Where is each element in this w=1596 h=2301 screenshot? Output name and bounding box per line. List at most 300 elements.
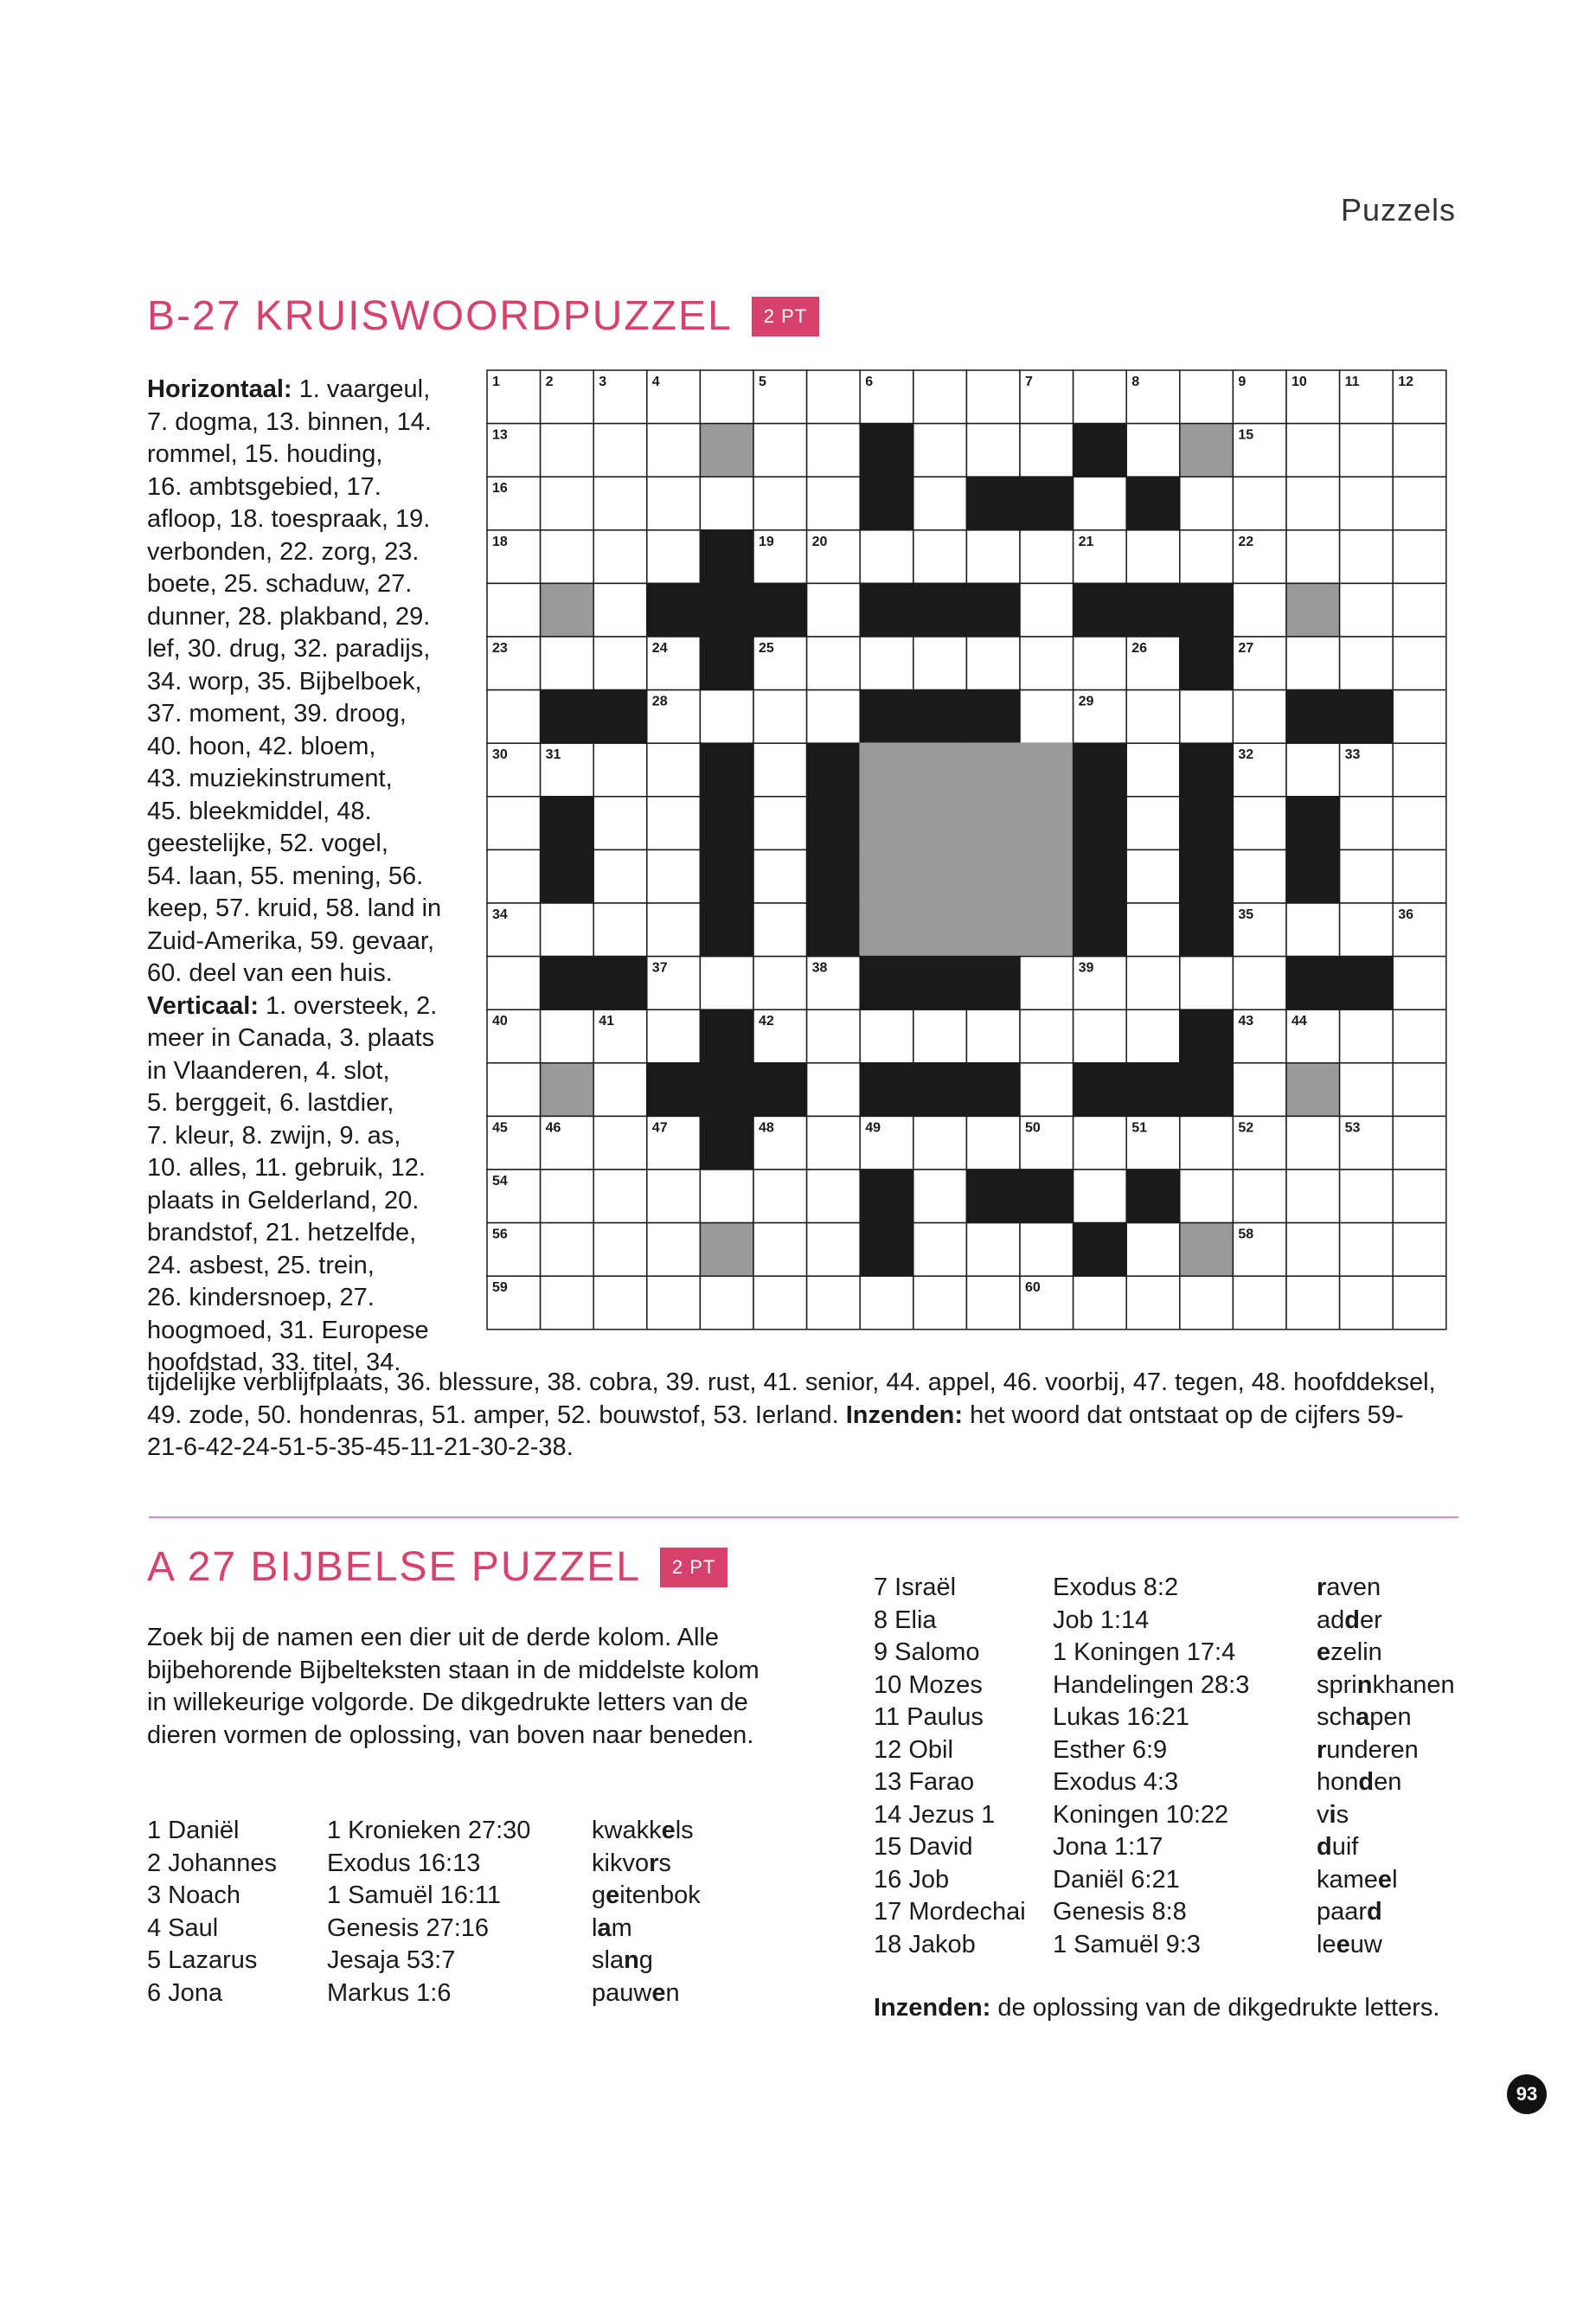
- grid-cell: [1020, 1009, 1074, 1063]
- cell-number: 6: [865, 375, 874, 389]
- grid-cell-black: [1074, 1223, 1127, 1277]
- animal-item: [1317, 1702, 1455, 1734]
- clue-text: afloop, 18. toespraak, 19.: [147, 505, 431, 533]
- cell-number: 3: [599, 375, 607, 389]
- name-item: 6 Jona: [147, 1978, 223, 2007]
- grid-cell: [1126, 797, 1180, 850]
- grid-cell: [913, 1223, 967, 1277]
- cell-number: 37: [651, 960, 668, 976]
- grid-cell-black: [1340, 957, 1394, 1010]
- grid-cell: [753, 1276, 807, 1330]
- grid-cell-black: [807, 903, 861, 957]
- submit-text: de oplossing van de dikgedrukte letters.: [990, 1994, 1440, 2022]
- grid-cell: [807, 1223, 861, 1277]
- grid-cell: [913, 1116, 967, 1170]
- crossword-clues-wide: [147, 1367, 1488, 1465]
- texts-column-left: [327, 1815, 530, 2009]
- clue-line: [147, 633, 458, 666]
- clue-line: [147, 731, 458, 764]
- grid-cell-gray: [860, 743, 913, 797]
- grid-cell-black: [700, 530, 753, 584]
- clue-text: 54. laan, 55. mening, 56.: [147, 862, 424, 890]
- grid-cell: [807, 1116, 861, 1170]
- points-badge: 2 PT: [660, 1548, 727, 1587]
- cell-number: 40: [492, 1014, 508, 1029]
- grid-cell-black: [913, 957, 967, 1010]
- cell-number: 43: [1238, 1014, 1254, 1029]
- clue-text: 24. asbest, 25. trein,: [147, 1251, 375, 1279]
- cell-number: 21: [1078, 534, 1094, 549]
- bible-heading-row: [147, 1543, 727, 1591]
- clue-text: hoogmoed, 31. Europese: [147, 1316, 429, 1344]
- grid-cell: [1340, 477, 1394, 530]
- cell-number: 59: [492, 1280, 508, 1296]
- cell-number: 49: [865, 1120, 881, 1136]
- section-label: Puzzels: [1340, 192, 1456, 228]
- clue-line: [147, 861, 458, 894]
- grid-cell-black: [1020, 1170, 1074, 1223]
- cell-number: 15: [1238, 427, 1254, 443]
- grid-cell-black: [1074, 849, 1127, 903]
- crossword-title: B-27 KRUISWOORDPUZZEL: [147, 293, 733, 339]
- grid-cell: [593, 797, 647, 850]
- grid-cell: [1233, 477, 1286, 530]
- animal-item: [592, 1848, 701, 1881]
- animal-part: v: [1317, 1800, 1330, 1829]
- grid-cell: [913, 1009, 967, 1063]
- animals-column-right: [1317, 1572, 1455, 1961]
- animal-item: [1317, 1605, 1455, 1638]
- grid-cell: [913, 637, 967, 690]
- bible-puzzle-title: A 27 BIJBELSE PUZZEL: [147, 1544, 641, 1590]
- grid-cell-black: [647, 1063, 701, 1117]
- name-item: 3 Noach: [147, 1881, 241, 1909]
- grid-cell-gray: [1180, 424, 1234, 478]
- grid-cell: [1233, 797, 1286, 850]
- grid-cell: [1233, 690, 1286, 744]
- grid-cell: [1233, 957, 1286, 1010]
- grid-cell-black: [1126, 583, 1180, 637]
- cell-number: 30: [492, 747, 508, 763]
- grid-cell: [541, 637, 594, 690]
- grid-cell-black: [700, 583, 753, 637]
- grid-cell: [541, 1223, 594, 1277]
- clue-line: [147, 1120, 458, 1153]
- grid-cell: [1233, 849, 1286, 903]
- clue-text: 40. hoon, 42. bloem,: [147, 732, 376, 760]
- grid-cell: [647, 1276, 701, 1330]
- clue-line: [147, 1400, 1488, 1433]
- grid-cell: [1126, 530, 1180, 584]
- clue-line: [147, 536, 458, 569]
- grid-cell: [647, 477, 701, 530]
- cell-number: 34: [492, 907, 508, 922]
- clue-text: 16. ambtsgebied, 17.: [147, 472, 381, 501]
- grid-cell: [807, 1009, 861, 1063]
- name-item: 15 David: [874, 1833, 973, 1861]
- bible-reference: Genesis 8:8: [1053, 1898, 1187, 1926]
- clue-line: [147, 1152, 458, 1185]
- grid-cell: [1074, 477, 1127, 530]
- grid-cell-gray: [700, 1223, 753, 1277]
- grid-cell: [593, 849, 647, 903]
- grid-cell: [753, 690, 807, 744]
- animal-bold-letter: a: [597, 1913, 612, 1942]
- grid-cell: [1074, 637, 1127, 690]
- grid-cell: [807, 1276, 861, 1330]
- grid-cell-black: [541, 957, 594, 1010]
- grid-cell: [487, 957, 541, 1010]
- animal-item: [1317, 1864, 1455, 1897]
- grid-cell-black: [1180, 1063, 1234, 1117]
- grid-cell-black: [1286, 849, 1340, 903]
- grid-cell: [647, 424, 701, 478]
- cell-number: 57: [865, 1227, 881, 1242]
- grid-cell: [1126, 957, 1180, 1010]
- cell-number: 31: [545, 747, 561, 763]
- grid-cell: [1126, 903, 1180, 957]
- grid-cell-gray: [1020, 743, 1074, 797]
- grid-cell-black: [753, 1063, 807, 1117]
- grid-cell-black: [700, 1116, 753, 1170]
- grid-cell-gray: [1020, 797, 1074, 850]
- cell-number: 44: [1292, 1014, 1307, 1029]
- name-item: 7 Israël: [874, 1574, 957, 1601]
- grid-cell: [647, 849, 701, 903]
- grid-cell: [1126, 1223, 1180, 1277]
- grid-cell-black: [700, 743, 753, 797]
- grid-cell: [700, 1276, 753, 1330]
- cell-number: 25: [759, 641, 774, 656]
- animal-bold-letter: d: [1367, 1898, 1382, 1926]
- grid-cell-gray: [966, 743, 1020, 797]
- animal-item: [1317, 1896, 1455, 1929]
- grid-cell-black: [966, 1063, 1020, 1117]
- animal-item: [592, 1913, 701, 1945]
- grid-cell: [1180, 1170, 1234, 1223]
- grid-cell-black: [1074, 743, 1127, 797]
- animal-item: [1317, 1670, 1455, 1702]
- animal-bold-letter: r: [1317, 1735, 1327, 1764]
- animal-part: underen: [1326, 1735, 1419, 1764]
- grid-cell: [1180, 477, 1234, 530]
- grid-cell: [913, 477, 967, 530]
- clue-heading: Verticaal:: [147, 991, 259, 1020]
- grid-cell-gray: [913, 849, 967, 903]
- animal-part: s: [658, 1849, 671, 1877]
- grid-cell: [753, 1223, 807, 1277]
- clue-text: 7. dogma, 13. binnen, 14.: [147, 407, 432, 436]
- cell-number: 13: [492, 427, 508, 443]
- grid-cell: [593, 1170, 647, 1223]
- grid-cell: [966, 370, 1020, 424]
- grid-cell: [647, 797, 701, 850]
- cell-number: 47: [651, 1120, 668, 1136]
- grid-cell: [700, 1170, 753, 1223]
- name-item: 1 Daniël: [147, 1817, 240, 1844]
- grid-cell: [1393, 1116, 1446, 1170]
- clue-line: [147, 1367, 1488, 1400]
- grid-cell: [593, 1116, 647, 1170]
- animal-part: ad: [1317, 1606, 1345, 1634]
- clue-line: [147, 1315, 458, 1348]
- grid-cell-gray: [966, 849, 1020, 903]
- grid-cell-black: [966, 1170, 1020, 1223]
- grid-cell-black: [647, 583, 701, 637]
- grid-cell: [966, 1116, 1020, 1170]
- grid-cell: [807, 1170, 861, 1223]
- cell-number: 48: [759, 1120, 774, 1136]
- clue-text: meer in Canada, 3. plaats: [147, 1024, 435, 1052]
- clue-text: 10. alles, 11. gebruik, 12.: [147, 1154, 426, 1182]
- animal-part: kikvo: [592, 1849, 650, 1877]
- grid-cell: [541, 530, 594, 584]
- clue-text: 21-6-42-24-51-5-35-45-11-21-30-2-38.: [147, 1433, 574, 1461]
- grid-cell: [541, 903, 594, 957]
- cell-number: 14: [865, 427, 881, 443]
- clue-line: [147, 1022, 458, 1055]
- names-column-left: [147, 1815, 277, 2009]
- bible-reference: Job 1:14: [1053, 1606, 1150, 1634]
- cell-number: 11: [1344, 375, 1360, 389]
- cell-number: 12: [1398, 375, 1413, 389]
- grid-cell: [1286, 743, 1340, 797]
- grid-cell: [966, 1223, 1020, 1277]
- grid-cell: [913, 370, 967, 424]
- grid-cell: [593, 903, 647, 957]
- grid-cell: [1180, 530, 1234, 584]
- grid-cell: [1180, 690, 1234, 744]
- grid-cell: [807, 690, 861, 744]
- name-item: 10 Mozes: [874, 1670, 983, 1699]
- name-item: 17 Mordechai: [874, 1898, 1026, 1926]
- grid-cell-black: [807, 797, 861, 850]
- grid-cell: [1393, 743, 1446, 797]
- animal-bold-letter: d: [1344, 1606, 1360, 1634]
- grid-cell: [647, 903, 701, 957]
- grid-cell-black: [1074, 797, 1127, 850]
- clue-line: [147, 1055, 458, 1088]
- grid-cell: [1393, 637, 1446, 690]
- page-number: 93: [1507, 2074, 1547, 2114]
- grid-cell: [1340, 530, 1394, 584]
- animal-item: [592, 1977, 701, 2010]
- grid-cell: [1286, 1170, 1340, 1223]
- cell-number: 54: [492, 1174, 508, 1189]
- grid-cell: [1393, 797, 1446, 850]
- clue-text: 1. oversteek, 2.: [258, 991, 438, 1020]
- animal-part: spri: [1317, 1670, 1357, 1699]
- grid-cell: [1340, 1223, 1394, 1277]
- cell-number: 17: [1131, 481, 1147, 497]
- cell-number: 42: [759, 1014, 774, 1029]
- grid-cell-black: [966, 583, 1020, 637]
- grid-cell-black: [1020, 477, 1074, 530]
- animal-item: [1317, 1734, 1455, 1767]
- clue-line: [147, 471, 458, 504]
- grid-cell-black: [913, 690, 967, 744]
- grid-cell-gray: [1020, 849, 1074, 903]
- cell-number: 16: [492, 481, 508, 497]
- grid-cell: [593, 743, 647, 797]
- grid-cell: [1393, 1223, 1446, 1277]
- cell-number: 38: [811, 960, 828, 976]
- grid-cell-black: [700, 1063, 753, 1117]
- clue-line: [147, 958, 458, 990]
- grid-cell: [807, 370, 861, 424]
- animals-column-left: [592, 1815, 701, 2009]
- clue-text: in Vlaanderen, 4. slot,: [147, 1056, 390, 1085]
- grid-cell: [1074, 1009, 1127, 1063]
- animal-item: [1317, 1766, 1455, 1799]
- grid-cell-black: [860, 1170, 913, 1223]
- grid-cell-gray: [541, 1063, 594, 1117]
- animal-part: ls: [675, 1817, 694, 1844]
- grid-cell: [1074, 370, 1127, 424]
- cell-number: 35: [1238, 907, 1254, 922]
- animal-bold-letter: e: [1317, 1638, 1331, 1666]
- grid-cell: [700, 370, 753, 424]
- animal-part: sla: [592, 1946, 625, 1974]
- grid-cell: [807, 477, 861, 530]
- cell-number: 56: [492, 1227, 508, 1242]
- clue-text: keep, 57. kruid, 58. land in: [147, 894, 442, 922]
- cell-number: 60: [1025, 1280, 1041, 1296]
- grid-cell-black: [700, 637, 753, 690]
- bible-reference: Genesis 27:16: [327, 1913, 490, 1942]
- bible-reference: Exodus 4:3: [1053, 1768, 1179, 1796]
- grid-cell: [1286, 1116, 1340, 1170]
- grid-cell: [1126, 1276, 1180, 1330]
- animal-item: [1317, 1799, 1455, 1832]
- grid-cell: [647, 1009, 701, 1063]
- crossword-clues-narrow: [147, 374, 458, 1380]
- points-badge: 2 PT: [752, 297, 819, 336]
- grid-cell-black: [541, 797, 594, 850]
- grid-cell: [860, 1276, 913, 1330]
- grid-cell-black: [1340, 690, 1394, 744]
- grid-cell-black: [1286, 690, 1340, 744]
- grid-cell: [1393, 477, 1446, 530]
- cell-number: 39: [1078, 960, 1094, 976]
- grid-cell-black: [1074, 1063, 1127, 1117]
- cell-number: 28: [651, 694, 668, 709]
- clue-text: brandstof, 21. hetzelfde,: [147, 1219, 417, 1247]
- grid-cell-black: [966, 477, 1020, 530]
- grid-cell: [647, 530, 701, 584]
- crossword-heading-row: [147, 292, 819, 340]
- names-column-right: [874, 1572, 1026, 1961]
- grid-cell: [1233, 1063, 1286, 1117]
- clue-line: [147, 1282, 458, 1315]
- animal-part: hon: [1317, 1768, 1359, 1796]
- animal-bold-letter: r: [649, 1849, 659, 1877]
- grid-cell: [487, 797, 541, 850]
- name-item: 11 Paulus: [874, 1703, 984, 1731]
- grid-cell-black: [860, 1063, 913, 1117]
- grid-cell: [1393, 957, 1446, 1010]
- clue-line: [147, 990, 458, 1023]
- cell-number: 22: [1238, 534, 1254, 549]
- animal-part: kame: [1317, 1865, 1378, 1894]
- grid-cell: [541, 1009, 594, 1063]
- clue-text: Zuid-Amerika, 59. gevaar,: [147, 926, 435, 955]
- name-item: 12 Obil: [874, 1735, 953, 1764]
- grid-cell: [1180, 1116, 1234, 1170]
- grid-cell: [1126, 743, 1180, 797]
- clue-text: verbonden, 22. zorg, 23.: [147, 537, 420, 566]
- clue-text: 60. deel van een huis.: [147, 959, 393, 987]
- grid-cell: [487, 690, 541, 744]
- grid-cell-black: [860, 477, 913, 530]
- grid-cell-black: [1180, 903, 1234, 957]
- grid-cell: [1020, 583, 1074, 637]
- clue-line: [147, 374, 458, 407]
- grid-cell: [1286, 1276, 1340, 1330]
- grid-cell: [1020, 637, 1074, 690]
- grid-cell-black: [1180, 797, 1234, 850]
- animal-bold-letter: e: [661, 1817, 676, 1844]
- animal-item: [1317, 1637, 1455, 1670]
- grid-cell: [1340, 797, 1394, 850]
- grid-cell-black: [700, 849, 753, 903]
- grid-cell: [487, 583, 541, 637]
- grid-cell-gray: [700, 424, 753, 478]
- bible-reference: Koningen 10:22: [1053, 1800, 1229, 1829]
- animal-part: er: [1359, 1606, 1382, 1634]
- grid-cell: [913, 530, 967, 584]
- animal-part: itenbok: [619, 1881, 701, 1909]
- animal-part: l: [1392, 1865, 1398, 1894]
- grid-cell: [860, 530, 913, 584]
- clue-line: [147, 601, 458, 634]
- grid-cell: [1393, 530, 1446, 584]
- grid-cell-black: [807, 743, 861, 797]
- grid-cell: [807, 583, 861, 637]
- grid-cell-black: [1180, 637, 1234, 690]
- cell-number: 27: [1238, 641, 1254, 656]
- grid-cell-black: [1286, 797, 1340, 850]
- clue-text: 43. muziekinstrument,: [147, 765, 393, 792]
- bible-reference: Markus 1:6: [327, 1978, 452, 2007]
- clue-text: lef, 30. drug, 32. paradijs,: [147, 635, 431, 663]
- clue-line: [147, 893, 458, 926]
- grid-cell: [753, 743, 807, 797]
- animal-item: [592, 1880, 701, 1913]
- grid-cell-black: [860, 957, 913, 1010]
- cell-number: 32: [1238, 747, 1254, 763]
- grid-cell-gray: [541, 583, 594, 637]
- grid-cell: [1340, 903, 1394, 957]
- grid-cell-gray: [860, 849, 913, 903]
- grid-cell: [860, 1009, 913, 1063]
- grid-cell-black: [700, 903, 753, 957]
- animal-bold-letter: n: [624, 1946, 639, 1974]
- animal-part: pauw: [592, 1978, 652, 2007]
- animal-part: paar: [1317, 1898, 1368, 1926]
- grid-cell: [966, 1009, 1020, 1063]
- animal-part: g: [638, 1946, 653, 1974]
- animal-part: uif: [1331, 1833, 1359, 1861]
- animal-part: s: [1336, 1800, 1349, 1829]
- animal-part: le: [1317, 1930, 1336, 1958]
- animal-bold-letter: e: [1336, 1930, 1350, 1958]
- animal-item: [592, 1945, 701, 1977]
- name-item: 16 Job: [874, 1865, 950, 1894]
- clue-line: [147, 926, 458, 958]
- grid-cell: [753, 424, 807, 478]
- cell-number: 33: [1344, 747, 1361, 763]
